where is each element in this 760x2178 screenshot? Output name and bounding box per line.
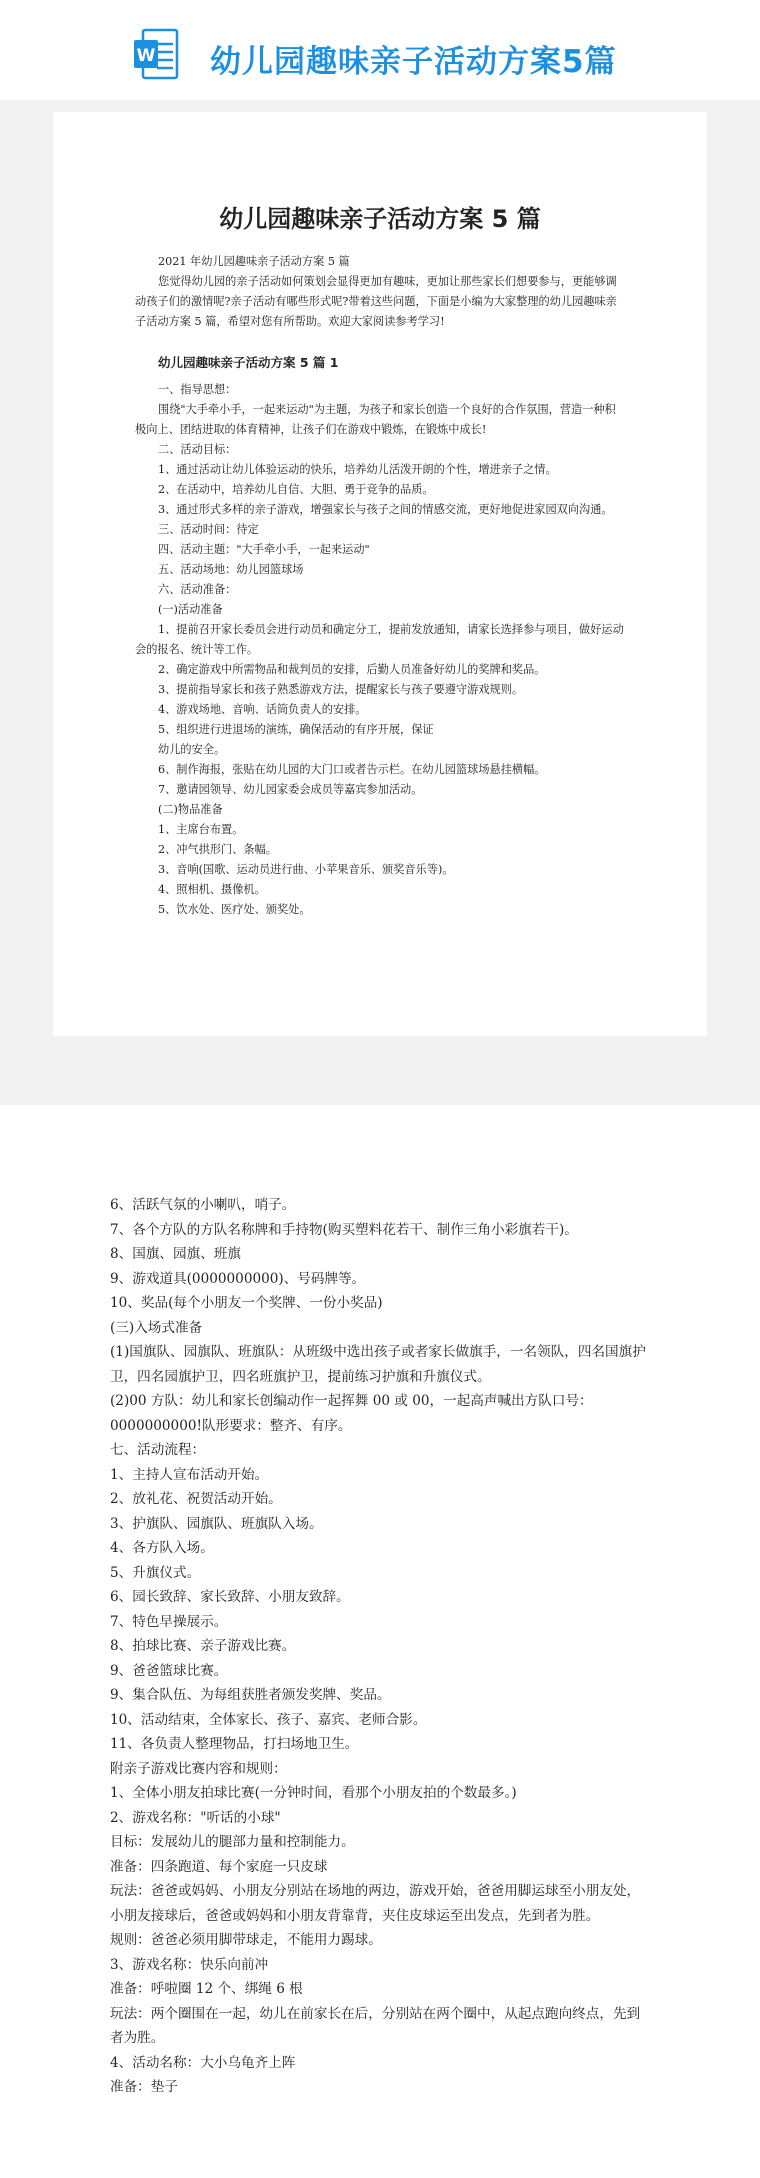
paragraph: (2)00 方队：幼儿和家长创编动作一起挥舞 00 或 00，一起高声喊出方队口号：0000000000!队形要求：整齐、有序。 (110, 1393, 593, 1434)
paragraph: 5、饮水处、医疗处、颁奖处。 (158, 903, 311, 916)
paragraph: 准备：垫子 (110, 2079, 178, 2095)
page-2-body (110, 1193, 650, 2100)
paragraph: 10、奖品(每个小朋友一个奖牌、一份小奖品) (110, 1295, 383, 1311)
intro-block (135, 252, 625, 332)
paragraph: 2、确定游戏中所需物品和裁判员的安排，后勤人员准备好幼儿的奖牌和奖品。 (158, 663, 546, 676)
document-page-1 (53, 112, 707, 1036)
paragraph: (一)活动准备 (158, 603, 223, 616)
paragraph: 1、主持人宣布活动开始。 (110, 1466, 269, 1483)
paragraph: 7、各个方队的方队名称牌和手持物(购买塑料花若干、制作三角小彩旗若干)。 (110, 1221, 578, 1238)
paragraph: 4、游戏场地、音响、话筒负责人的安排。 (158, 703, 367, 716)
paragraph: 规则：爸爸必须用脚带球走，不能用力踢球。 (110, 1932, 382, 1948)
paragraph: 4、照相机、摄像机。 (158, 883, 266, 896)
word-icon-letter: W (136, 46, 156, 66)
paragraph: 7、特色早操展示。 (110, 1613, 228, 1630)
paragraph: 3、音响(国歌、运动员进行曲、小苹果音乐、颁奖音乐等)。 (158, 863, 454, 876)
paragraph: 1、通过活动让幼儿体验运动的快乐，培养幼儿活泼开朗的个性，增进亲子之情。 (158, 463, 557, 476)
paragraph: 7、邀请园领导、幼儿园家委会成员等嘉宾参加活动。 (158, 783, 423, 796)
paragraph: 2、在活动中，培养幼儿自信、大胆、勇于竞争的品质。 (158, 483, 434, 496)
paragraph: 3、游戏名称：快乐向前冲 (110, 1956, 269, 1973)
paragraph: 五、活动场地：幼儿园篮球场 (158, 563, 304, 576)
paragraph: 四、活动主题："大手牵小手，一起来运动" (158, 543, 370, 556)
paragraph: 1、提前召开家长委员会进行动员和确定分工，提前发放通知，请家长选择参与项目，做好运动会的报名、统计等工作。 (135, 623, 624, 656)
paragraph: 围绕"大手牵小手，一起来运动"为主题，为孩子和家长创造一个良好的合作氛围，营造一种积极向上、团结进取的体育精神，让孩子们在游戏中锻炼，在锻炼中成长! (135, 403, 616, 436)
section-title: 幼儿园趣味亲子活动方案 5 篇 1 (158, 355, 339, 370)
paragraph: 六、活动准备： (158, 583, 237, 596)
document-title: 幼儿园趣味亲子活动方案 5 篇 (219, 205, 541, 233)
paragraph: (三)入场式准备 (110, 1319, 203, 1336)
paragraph: 您觉得幼儿园的亲子活动如何策划会显得更加有趣味，更加让那些家长们想要参与，更能够调动孩子们的激情呢?亲子活动有哪些形式呢?带着这些问题，下面是小编为大家整理的幼儿园趣味亲子活动方案 5 篇，希望对您有所帮助。欢迎大家阅读参考学习! (135, 275, 617, 328)
paragraph: 11、各负责人整理物品，打扫场地卫生。 (110, 1736, 359, 1752)
banner-title: 幼儿园趣味亲子活动方案5篇 (210, 44, 617, 80)
paragraph: 5、升旗仪式。 (110, 1564, 201, 1581)
paragraph: 目标：发展幼儿的腿部力量和控制能力。 (110, 1834, 355, 1850)
paragraph: 准备：呼啦圈 12 个、绑绳 6 根 (110, 1981, 303, 1997)
paragraph: 4、各方队入场。 (110, 1540, 214, 1556)
page-1-body (135, 380, 625, 920)
paragraph: 一、指导思想： (158, 383, 237, 396)
banner-header (0, 0, 760, 100)
paragraph: 玩法：爸爸或妈妈、小朋友分别站在场地的两边，游戏开始，爸爸用脚运球至小朋友处，小朋友接球后，爸爸或妈妈和小朋友背靠背，夹住皮球运至出发点，先到者为胜。 (110, 1883, 641, 1924)
paragraph: 6、园长致辞、家长致辞、小朋友致辞。 (110, 1589, 350, 1605)
paragraph: 2、放礼花、祝贺活动开始。 (110, 1491, 282, 1507)
paragraph: 6、活跃气氛的小喇叭，哨子。 (110, 1197, 296, 1213)
paragraph: 幼儿的安全。 (158, 743, 226, 756)
paragraph: 10、活动结束，全体家长、孩子、嘉宾、老师合影。 (110, 1711, 427, 1728)
paragraph: 2、游戏名称："听话的小球" (110, 1809, 281, 1826)
paragraph: 准备：四条跑道、每个家庭一只皮球 (110, 1858, 328, 1875)
paragraph: (1)国旗队、园旗队、班旗队：从班级中选出孩子或者家长做旗手，一名领队，四名国旗护卫，四名园旗护卫，四名班旗护卫，提前练习护旗和升旗仪式。 (110, 1344, 646, 1385)
word-document-icon (133, 28, 179, 80)
paragraph: (二)物品准备 (158, 803, 223, 816)
paragraph: 2021 年幼儿园趣味亲子活动方案 5 篇 (158, 255, 350, 268)
paragraph: 6、制作海报，张贴在幼儿园的大门口或者告示栏。在幼儿园篮球场悬挂横幅。 (158, 763, 546, 776)
paragraph: 3、通过形式多样的亲子游戏，增强家长与孩子之间的情感交流，更好地促进家园双向沟通。 (158, 503, 613, 516)
paragraph: 9、游戏道具(0000000000)、号码牌等。 (110, 1270, 366, 1287)
paragraph: 2、冲气拱形门、条幅。 (158, 843, 277, 856)
paragraph: 4、活动名称：大小乌龟齐上阵 (110, 2054, 296, 2071)
paragraph: 三、活动时间：待定 (158, 523, 259, 536)
paragraph: 9、爸爸篮球比赛。 (110, 1662, 228, 1679)
paragraph: 二、活动目标： (158, 443, 237, 456)
paragraph: 附亲子游戏比赛内容和规则： (110, 1760, 287, 1777)
paragraph: 3、提前指导家长和孩子熟悉游戏方法，提醒家长与孩子要遵守游戏规则。 (158, 683, 524, 696)
paragraph: 5、组织进行进退场的演练，确保活动的有序开展，保证 (158, 723, 434, 736)
paragraph: 8、拍球比赛、亲子游戏比赛。 (110, 1638, 296, 1654)
document-page-2 (0, 1105, 760, 2178)
paragraph: 七、活动流程： (110, 1442, 206, 1458)
paragraph: 9、集合队伍、为每组获胜者颁发奖牌、奖品。 (110, 1687, 391, 1703)
paragraph: 8、国旗、园旗、班旗 (110, 1246, 241, 1262)
paragraph: 1、主席台布置。 (158, 823, 244, 836)
paragraph: 玩法：两个圈围在一起，幼儿在前家长在后，分别站在两个圈中，从起点跑向终点，先到者为胜。 (110, 2005, 641, 2046)
paragraph: 3、护旗队、园旗队、班旗队入场。 (110, 1515, 323, 1532)
paragraph: 1、全体小朋友拍球比赛(一分钟时间，看那个小朋友拍的个数最多。) (110, 1785, 517, 1801)
